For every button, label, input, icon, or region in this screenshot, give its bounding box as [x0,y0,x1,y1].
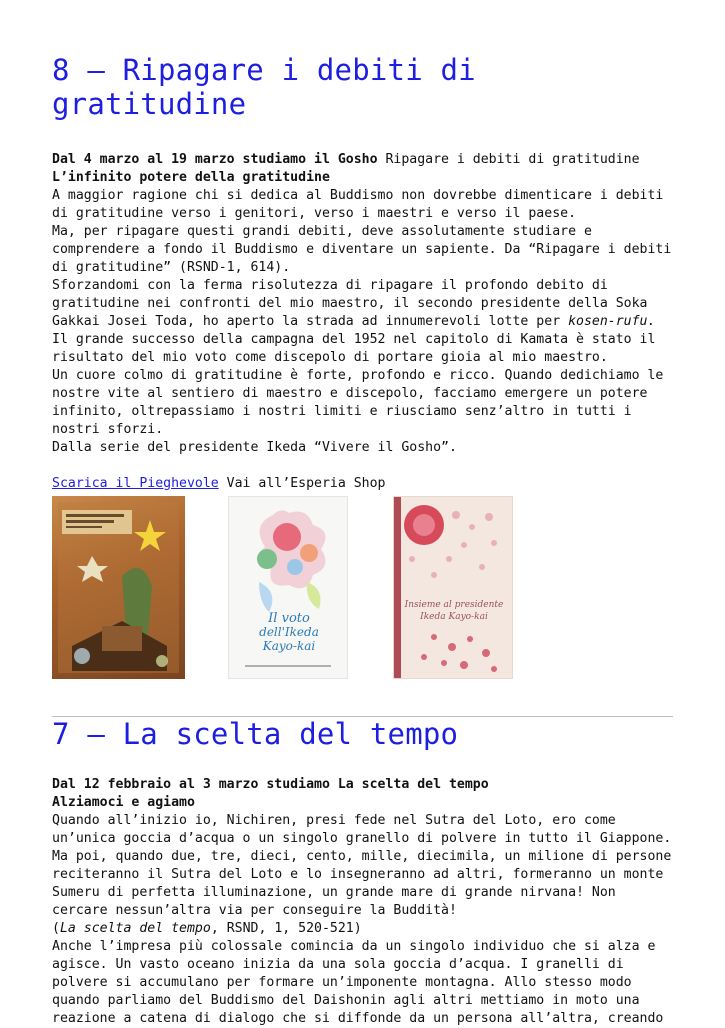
book-covers [52,496,673,679]
links-line [52,475,673,493]
shop-text: Vai all’Esperia Shop [218,476,386,491]
intro-bold: Dal 4 marzo al 19 marzo studiamo il Gosho [52,152,378,167]
subtitle: L’infinito potere della gratitudine [52,170,330,185]
post-title[interactable]: 8 – Ripagare i debiti di gratitudine [52,53,476,121]
quote: A maggior ragione chi si dedica al Buddismo non dovrebbe dimenticare i debiti di gratitudine verso i genitori, verso i maestri e verso il paese. [52,188,664,221]
post-title[interactable]: 7 – La scelta del tempo [52,717,459,751]
subtitle: Alziamoci e agiamo [52,795,195,810]
paragraph: Il grande successo della campagna del 1952 nel capitolo di Kamata è stato il risultato del mio voto come discepolo di portare gioia al mio maestro. [52,332,656,365]
paragraph: Anche l’impresa più colossale comincia da un singolo individuo che si alza e agisce. Un vasto oceano inizia da una sola goccia d’acqua. I granelli di polvere si accumulano per formare un’imponente montagna. Allo stesso modo quando parliamo del Buddismo del Daishonin agli altri mettiamo in moto una reazione a catena di dialogo che si diffonde da un persona all’altra, creando [52,939,664,1026]
svg-text:Insieme al presidente: Insieme al presidente [404,600,504,610]
book-cover-flowers-icon[interactable] [393,496,513,679]
quote-reference: (La scelta del tempo, RSND, 1, 520-521) [52,921,362,936]
intro-line: Dal 12 febbraio al 3 marzo studiamo La scelta del tempo [52,777,489,792]
post-body [52,151,673,457]
svg-text:Ikeda Kayo-kai: Ikeda Kayo-kai [420,612,488,622]
svg-text:Il voto: Il voto [268,611,310,626]
post-body [52,776,673,1028]
book-cover-voto-icon[interactable] [228,496,348,679]
intro-rest: Ripagare i debiti di gratitudine [377,152,640,167]
quote-continued: Ma, per ripagare questi grandi debiti, deve assolutamente studiare e comprendere a fondo il Buddismo e diventare un sapiente. Da “Ripagare i debiti di gratitudine” (RSND-1, 614). [52,224,672,275]
paragraph: Dalla serie del presidente Ikeda “Vivere il Gosho”. [52,440,457,455]
quote: Quando all’inizio io, Nichiren, presi fede nel Sutra del Loto, ero come un’unica goccia d’acqua o un singolo granello di polvere in tutto il Giappone. Ma poi, quando due, tre, dieci, cento, mille, diecimila, un milione di persone reciteranno il Sutra del Loto e lo insegneranno ad altri, formeranno un monte Sumeru di perfetta illuminazione, un grande mare di grande nirvana! Non cercare nessun’altra via per conseguire la Buddità! [52,813,672,918]
intro-line [52,151,673,169]
book-cover-studio-icon[interactable] [52,496,185,679]
svg-text:dell'Ikeda: dell'Ikeda [259,625,319,639]
paragraph: Sforzandomi con la ferma risolutezza di ripagare il profondo debito di gratitudine nei confronti del mio maestro, il secondo presidente della Soka Gakkai Josei Toda, ho aperto la strada ad innumerevoli lotte per kosen-rufu. [52,278,656,329]
svg-text:Kayo-kai: Kayo-kai [262,639,316,653]
download-pamphlet-link[interactable]: Scarica il Pieghevole [52,476,219,491]
paragraph: Un cuore colmo di gratitudine è forte, profondo e ricco. Quando dedichiamo le nostre vite al sentiero di maestro e discepolo, facciamo emergere un potere infinito, oltrepassiamo i nostri limiti e riusciamo senz’altro in tutti i nostri sforzi. [52,368,664,437]
